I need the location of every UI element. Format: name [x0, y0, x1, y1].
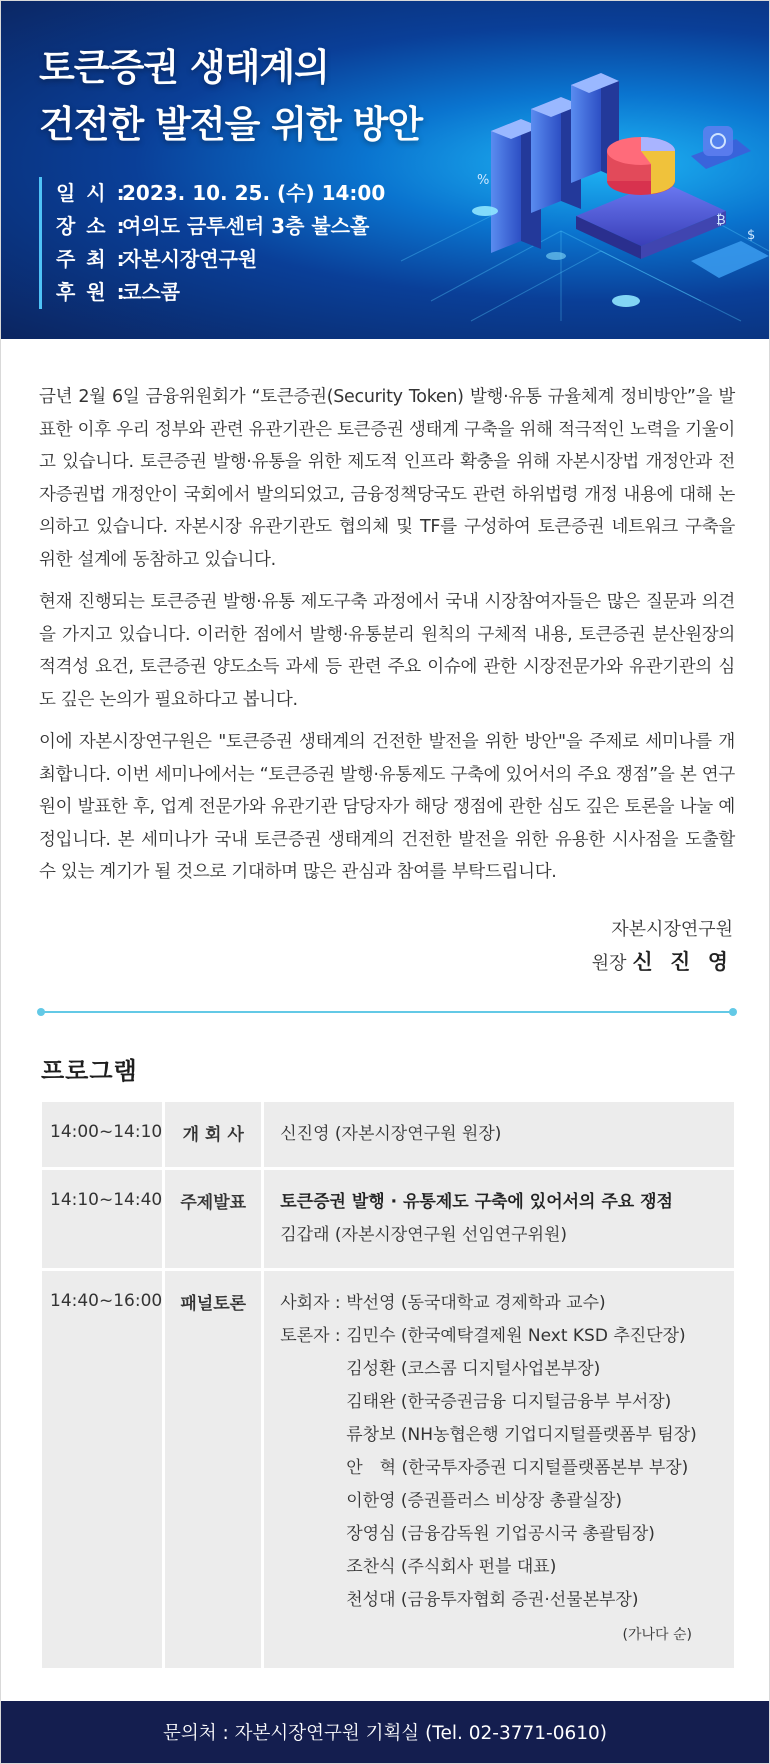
panelist: 김민수 (한국예탁결제원 Next KSD 추진단장) — [346, 1326, 686, 1346]
title-line-1: 토큰증권 생태계의 — [39, 46, 329, 89]
tablet-icon — [691, 241, 769, 278]
panelist-row — [280, 1485, 720, 1518]
panelist: 류창보 (NH농협은행 기업디지털플랫폼부 팀장) — [346, 1425, 697, 1445]
panelist: 장영심 (금융감독원 기업공시국 총괄팀장) — [346, 1524, 655, 1544]
panelist: 안 혁 (한국투자증권 디지털플랫폼본부 부장) — [346, 1458, 689, 1478]
panelist: 이한영 (증권플러스 비상장 총괄실장) — [346, 1491, 623, 1511]
info-key: 일 시 : — [56, 181, 127, 205]
percent-icon: % — [477, 173, 490, 188]
moderator-row — [280, 1287, 720, 1320]
contact-text: 문의처 : 자본시장연구원 기획실 (Tel. 02-3771-0610) — [162, 1723, 607, 1744]
program-title: 프로그램 — [41, 1057, 138, 1085]
keynote-presenter: 김갑래 (자본시장연구원 선임연구위원) — [280, 1225, 568, 1245]
session-desc — [264, 1170, 734, 1268]
event-title — [39, 39, 422, 153]
signature — [592, 913, 733, 980]
session-desc — [264, 1271, 734, 1668]
dollar-icon: $ — [747, 228, 756, 243]
table-row — [42, 1102, 734, 1167]
bitcoin-icon: ₿ — [716, 213, 726, 228]
panelist-row — [280, 1386, 720, 1419]
session-time: 14:00~14:10 — [42, 1102, 162, 1167]
intro-paragraph: 금년 2월 6일 금융위원회가 “토큰증권(Security Token) 발행·유통 규율체계 정비방안”을 발표한 이후 우리 정부와 관련 유관기관은 토큰증권 생태계 구축을 위해 적극적인 노력을 기울이고 있습니다. 토큰증권 발행·유통을 위한 제도적 인프라 확충을 위해 자본시장법 개정안과 전자증권법 개정안이 국회에서 발의되었고, 금융정책당국도 관련 하위법령 개정 내용에 대해 논의하고 있습니다. 자본시장 유관기관도 협의체 및 TF를 구성하여 토큰증권 네트워크 구축을 위한 설계에 동참하고 있습니다. — [39, 387, 735, 570]
title-line-2: 건전한 발전을 위한 방안 — [39, 103, 423, 146]
session-time: 14:10~14:40 — [42, 1170, 162, 1268]
info-key: 장 소 : — [56, 214, 127, 238]
session-kind: 주제발표 — [165, 1170, 261, 1268]
panelist-row — [280, 1452, 720, 1485]
panelist: 김태완 (한국증권금융 디지털금융부 부서장) — [346, 1392, 672, 1412]
intro-text — [39, 381, 735, 899]
session-desc — [264, 1102, 734, 1167]
moderator: 박선영 (동국대학교 경제학과 교수) — [346, 1293, 606, 1313]
shield-icon — [691, 126, 751, 169]
signature-role: 원장 — [591, 953, 627, 974]
opening-speaker: 신진영 (자본시장연구원 원장) — [280, 1124, 502, 1144]
order-note: (가나다 순) — [622, 1627, 692, 1643]
event-info — [39, 177, 385, 309]
session-time: 14:40~16:00 — [42, 1271, 162, 1668]
panelist-row — [280, 1584, 720, 1617]
table-row — [42, 1170, 734, 1268]
panelist: 천성대 (금융투자협회 증권·선물본부장) — [346, 1590, 639, 1610]
panelist-label: 토론자 : — [280, 1326, 341, 1346]
contact-footer — [1, 1701, 769, 1763]
panelist-row — [280, 1419, 720, 1452]
panelist: 조찬식 (주식회사 펀블 대표) — [346, 1557, 557, 1577]
program-table — [39, 1099, 737, 1671]
keynote-topic: 토큰증권 발행 · 유통제도 구축에 있어서의 주요 쟁점 — [280, 1192, 673, 1212]
moderator-label: 사회자 : — [280, 1293, 341, 1313]
info-row-sponsor — [56, 276, 385, 309]
panelist-row — [280, 1518, 720, 1551]
panelist-row — [280, 1353, 720, 1386]
signature-org: 자본시장연구원 — [611, 919, 733, 940]
header-banner — [1, 1, 769, 339]
intro-paragraph: 이에 자본시장연구원은 "토큰증권 생태계의 건전한 발전을 위한 방안"을 주제로 세미나를 개최합니다. 이번 세미나에서는 “토큰증권 발행·유통제도 구축에 있어서의 주요 쟁점”을 본 연구원이 발표한 후, 업계 전문가와 유관기관 담당자가 해당 쟁점에 관한 심도 깊은 토론을 나눌 예정입니다. 본 세미나가 국내 토큰증권 생태계의 건전한 발전을 위한 유용한 시사점을 도출할 수 있는 계기가 될 것으로 기대하며 많은 관심과 참여를 부탁드립니다. — [39, 732, 735, 882]
info-value: 여의도 금투센터 3층 불스홀 — [122, 214, 370, 238]
panelist-row — [280, 1320, 720, 1353]
intro-paragraph: 현재 진행되는 토큰증권 발행·유통 제도구축 과정에서 국내 시장참여자들은 많은 질문과 의견을 가지고 있습니다. 이러한 점에서 발행·유통분리 원칙의 구체적 내용, 토큰증권 분산원장의 적격성 요건, 토큰증권 양도소득 과세 등 관련 주요 이슈에 관한 시장전문가와 유관기관의 심도 깊은 논의가 필요하다고 봅니다. — [39, 592, 735, 710]
panelist: 김성환 (코스콤 디지털사업본부장) — [346, 1359, 601, 1379]
info-key: 후 원 : — [56, 280, 127, 304]
info-row-host — [56, 243, 385, 276]
session-kind: 개 회 사 — [165, 1102, 261, 1167]
section-divider — [41, 1011, 733, 1013]
table-row — [42, 1271, 734, 1668]
info-value: 2023. 10. 25. (수) 14:00 — [122, 181, 386, 205]
signature-name: 신 진 영 — [632, 950, 733, 974]
info-value: 자본시장연구원 — [122, 247, 258, 271]
pie-chart-icon — [607, 136, 675, 195]
info-row-venue — [56, 210, 385, 243]
session-kind: 패널토론 — [165, 1271, 261, 1668]
info-row-date — [56, 177, 385, 210]
info-key: 주 최 : — [56, 247, 127, 271]
info-value: 코스콤 — [122, 280, 180, 304]
panelist-row — [280, 1551, 720, 1584]
signature-line — [592, 946, 733, 980]
